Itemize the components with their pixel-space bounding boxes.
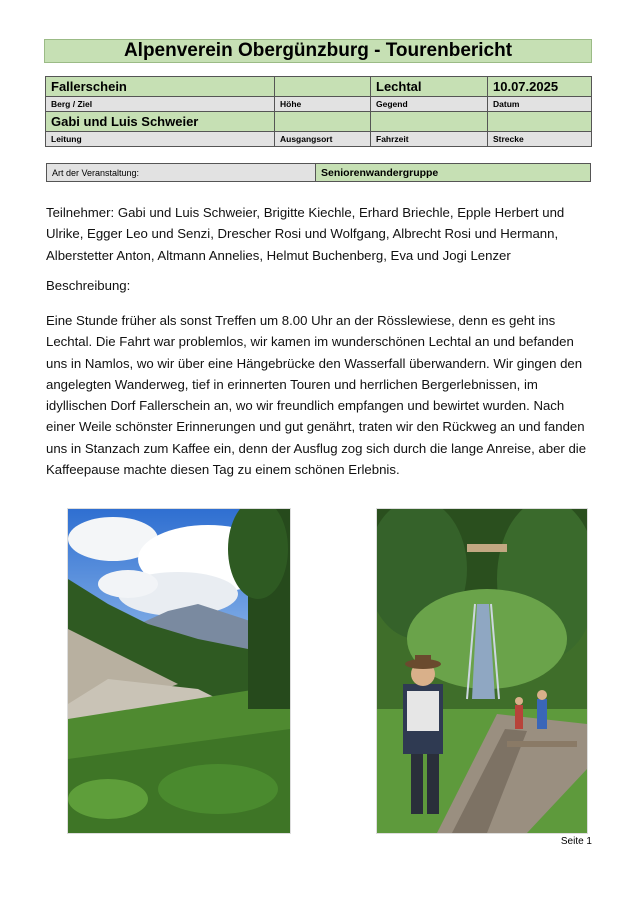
page-number: Seite 1 bbox=[560, 836, 592, 847]
region-label: Gegend bbox=[371, 97, 488, 112]
description-paragraph: Eine Stunde früher als sonst Treffen um 8.00 Uhr an der Rösslewiese, denn es geht ins Lechtal. Die Fahrt war problemlos, wir kamen im wunderschönen Lechtal an und befanden uns in Namlos, wo wir über eine Hängebrücke den Wasserfall überwandern. Wir gingen den angelegten Wanderweg, tief in erinnerten Touren und herrlichen Bergerlebnissen, im idyllischen Dorf Fallerschein an, wo wir freundlich empfangen und bewirtet wurden. Nach einer Weile schönster Erinnerungen und gut genährt, traten wir den Rückweg an und fanden uns in Stanzach zum Kaffee ein, denn der Ausflug zog sich durch die lange Anreise, aber die Kaffeepause machte diesen Tag zu einem schönen Erlebnis. bbox=[46, 313, 587, 478]
event-type-table bbox=[46, 163, 591, 182]
suspension-bridge-photo bbox=[376, 508, 588, 834]
description-heading: Beschreibung: bbox=[46, 278, 131, 293]
leader-label: Leitung bbox=[46, 132, 275, 147]
destination-value: Fallerschein bbox=[46, 77, 275, 97]
altitude-value bbox=[275, 77, 371, 97]
report-title: Alpenverein Obergünzburg - Tourenbericht bbox=[44, 39, 592, 63]
region-value: Lechtal bbox=[371, 77, 488, 97]
info-row-labels-2 bbox=[46, 132, 592, 147]
leader-value: Gabi und Luis Schweier bbox=[46, 112, 275, 132]
participants-paragraph: Teilnehmer: Gabi und Luis Schweier, Brigitte Kiechle, Erhard Briechle, Epple Herbert und Ulrike, Egger Leo und Senzi, Drescher Rosi und Wolfgang, Albrecht Rosi und Hermann, Alberstetter Anton, Altmann Annelies, Helmut Buchenberg, Eva und Jogi Lenzer bbox=[46, 205, 565, 263]
travel-time-value bbox=[371, 112, 488, 132]
travel-time-label: Fahrzeit bbox=[371, 132, 488, 147]
tour-info-table bbox=[45, 76, 592, 147]
date-value: 10.07.2025 bbox=[488, 77, 592, 97]
distance-label: Strecke bbox=[488, 132, 592, 147]
date-label: Datum bbox=[488, 97, 592, 112]
distance-value bbox=[488, 112, 592, 132]
info-row-labels-1 bbox=[46, 97, 592, 112]
info-row-values-1 bbox=[46, 77, 592, 97]
mountain-valley-photo bbox=[67, 508, 291, 834]
start-location-value bbox=[275, 112, 371, 132]
event-type-label: Art der Veranstaltung: bbox=[47, 164, 316, 182]
event-type-value: Seniorenwandergruppe bbox=[316, 164, 591, 182]
start-location-label: Ausgangsort bbox=[275, 132, 371, 147]
info-row-values-2 bbox=[46, 112, 592, 132]
altitude-label: Höhe bbox=[275, 97, 371, 112]
destination-label: Berg / Ziel bbox=[46, 97, 275, 112]
